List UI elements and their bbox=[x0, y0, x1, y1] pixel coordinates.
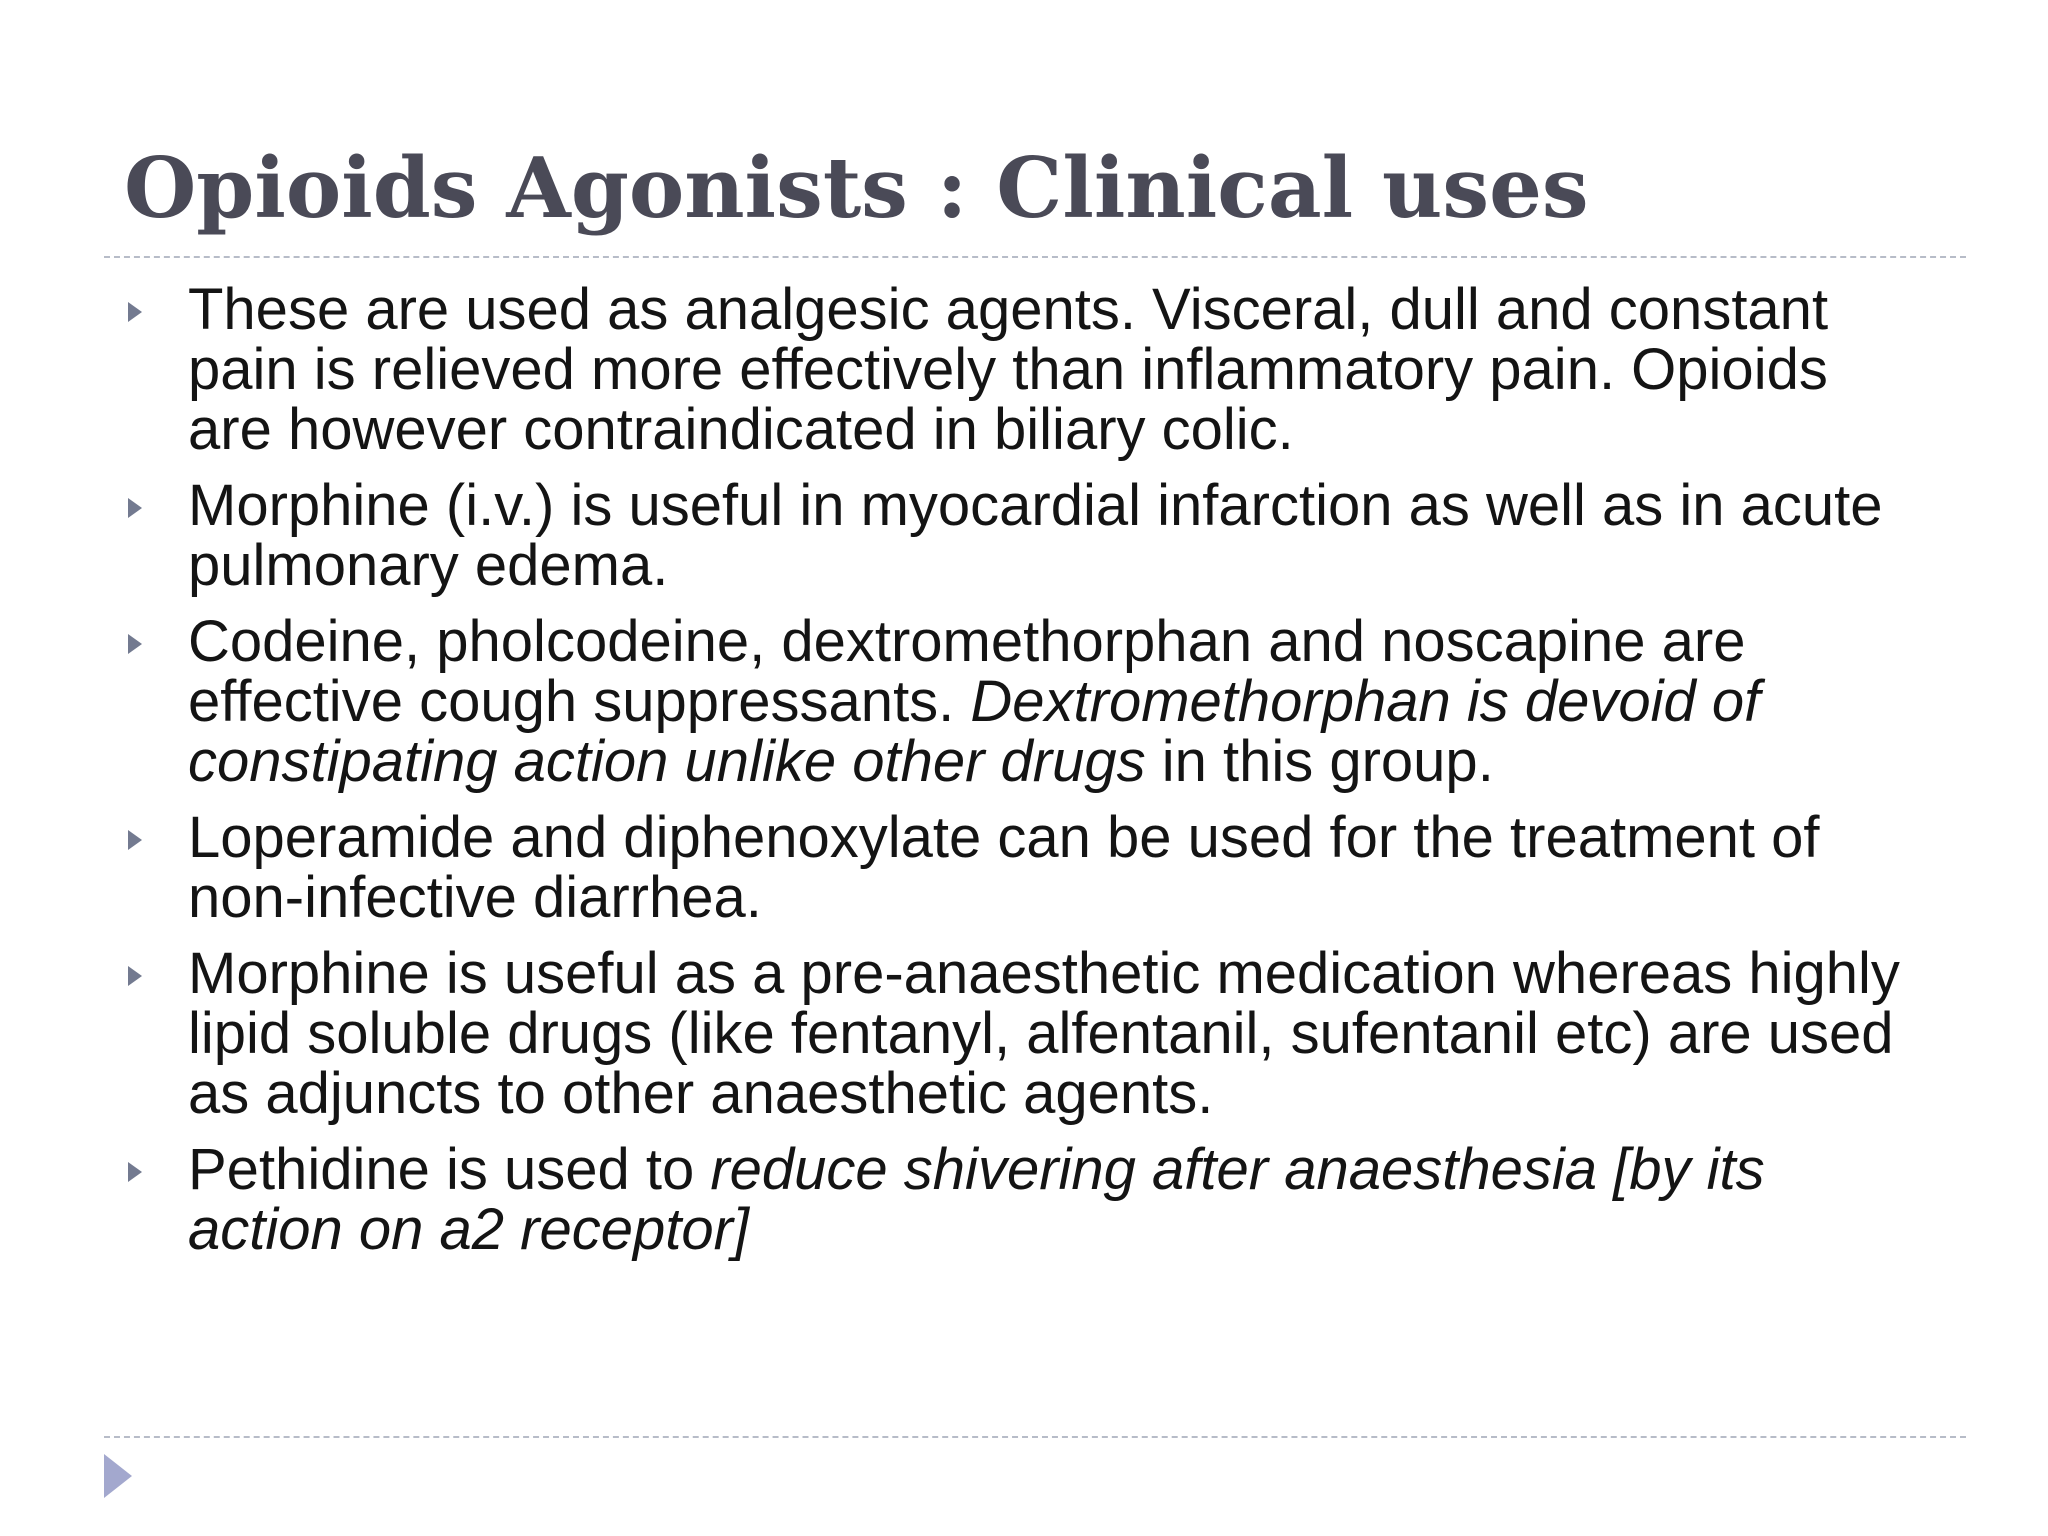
bullet-text-segment: Codeine, pholcodeine, dextromethorphan and noscapine are effective cough suppressants. bbox=[188, 609, 1746, 734]
bullet-text-segment: in this group. bbox=[1145, 729, 1494, 794]
slide-title: Opioids Agonists : Clinical uses bbox=[124, 139, 1589, 237]
bullet-item bbox=[124, 277, 1924, 462]
play-triangle-icon[interactable] bbox=[104, 1454, 132, 1498]
triangle-right-icon bbox=[128, 830, 142, 850]
bullet-text bbox=[188, 277, 1828, 462]
bullet-item bbox=[124, 805, 1924, 930]
bullet-item bbox=[124, 941, 1924, 1126]
bullet-text bbox=[188, 473, 1883, 598]
triangle-right-icon bbox=[128, 302, 142, 322]
bullet-text-segment: Morphine is useful as a pre-anaesthetic medication whereas highly lipid soluble drugs (like fentanyl, alfentanil, sufentanil etc) are used as adjuncts to other anaesthetic agents. bbox=[188, 941, 1900, 1126]
triangle-right-icon bbox=[128, 966, 142, 986]
footer-divider bbox=[104, 1436, 1966, 1438]
bullet-text-segment: Morphine (i.v.) is useful in myocardial infarction as well as in acute pulmonary edema. bbox=[188, 473, 1883, 598]
triangle-right-icon bbox=[128, 1162, 142, 1182]
bullet-text-italic: Dextromethorphan is devoid of constipating action unlike other drugs bbox=[188, 669, 1761, 794]
bullet-item bbox=[124, 1137, 1924, 1262]
bullet-text bbox=[188, 805, 1820, 930]
bullet-text bbox=[188, 609, 1760, 794]
triangle-right-icon bbox=[128, 498, 142, 518]
bullet-text bbox=[188, 941, 1900, 1126]
bullet-text-italic: reduce shivering after anaesthesia [by its action on a2 receptor] bbox=[188, 1137, 1765, 1262]
bullet-item bbox=[124, 609, 1924, 794]
bullet-list bbox=[124, 277, 1924, 1276]
bullet-item bbox=[124, 473, 1924, 598]
bullet-text-segment: Pethidine is used to bbox=[188, 1137, 711, 1202]
title-divider bbox=[104, 256, 1966, 258]
bullet-text bbox=[188, 1137, 1765, 1262]
triangle-right-icon bbox=[128, 634, 142, 654]
bullet-text-segment: Loperamide and diphenoxylate can be used for the treatment of non-infective diarrhea. bbox=[188, 805, 1820, 930]
bullet-text-segment: These are used as analgesic agents. Visceral, dull and constant pain is relieved more effectively than inflammatory pain. Opioids are however contraindicated in biliary colic. bbox=[188, 277, 1829, 462]
